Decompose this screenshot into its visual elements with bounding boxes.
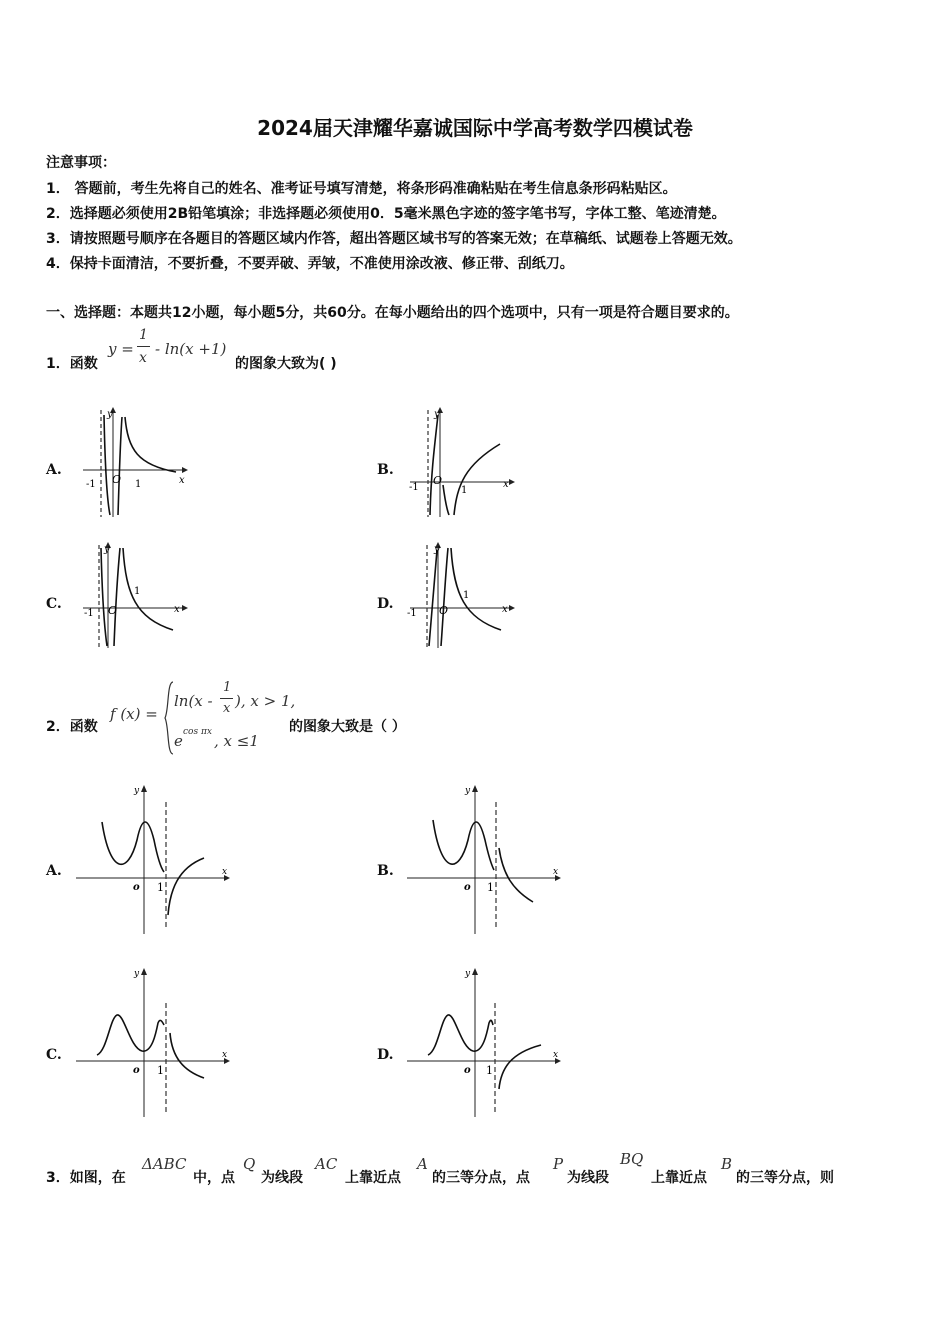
- q2-fx: f (x) =: [110, 705, 158, 723]
- q2b-y-label: y: [465, 786, 471, 796]
- q1b-origin-label: O: [433, 474, 443, 487]
- q1-graph-c: [78, 540, 188, 650]
- q3-point-a: A: [417, 1155, 428, 1173]
- q2d-origin-label: o: [464, 1065, 471, 1076]
- q1c-neg1-label: -1: [84, 608, 94, 619]
- notice-item-1: 1． 答题前，考生先将自己的姓名、准考证号填写清楚，将条形码准确粘贴在考生信息条形码粘贴区。: [46, 181, 677, 197]
- q2-graph-d: [403, 963, 568, 1121]
- q3-number: 3．如图，在: [46, 1170, 126, 1186]
- q2-graph-a: [72, 780, 237, 938]
- q1-graph-b: [405, 405, 515, 520]
- q3-point-p: P: [553, 1155, 564, 1173]
- notice-item-4: 4．保持卡面清洁，不要折叠，不要弄破、弄皱，不准使用涂改液、修正带、刮纸刀。: [46, 256, 574, 272]
- q2b-x-label: x: [553, 867, 559, 877]
- q1d-origin-label: O: [439, 604, 449, 617]
- q2-case1: ln(x -: [174, 692, 213, 710]
- q2c-one-label: 1: [157, 1064, 164, 1077]
- q1a-one-label: 1: [135, 479, 142, 490]
- q3-text-1: 中，点: [193, 1170, 235, 1186]
- page-title: 2024届天津耀华嘉诚国际中学高考数学四模试卷: [257, 116, 693, 140]
- q2a-one-label: 1: [157, 881, 164, 894]
- q1c-x-label: x: [174, 604, 180, 615]
- q2-case1-den: x: [223, 701, 231, 716]
- q3-text-6: 上靠近点: [651, 1170, 707, 1186]
- q1-formula-rest: - ln(x +1): [155, 340, 227, 358]
- q2c-origin-label: o: [133, 1065, 140, 1076]
- q3-text-4: 的三等分点，点: [432, 1170, 530, 1186]
- q1d-one-label: 1: [463, 590, 470, 601]
- q1c-one-label: 1: [134, 586, 141, 597]
- q2-case1-num: 1: [223, 680, 232, 695]
- q1a-x-label: x: [179, 475, 185, 486]
- q1-option-b-label: B.: [377, 462, 394, 478]
- q1-graph-d: [405, 540, 515, 650]
- q2-case1-tail: ), x > 1,: [235, 692, 296, 710]
- q2a-x-label: x: [222, 867, 228, 877]
- q1b-one-label: 1: [461, 485, 468, 496]
- q1-graph-a: [78, 405, 188, 520]
- q3-text-7: 的三等分点，则: [736, 1170, 834, 1186]
- q1a-origin-label: O: [112, 473, 122, 486]
- q2b-one-label: 1: [487, 881, 494, 894]
- q1-formula-numerator: 1: [139, 327, 148, 343]
- q2a-y-label: y: [134, 786, 140, 796]
- q3-triangle: ΔABC: [142, 1155, 187, 1173]
- q2c-x-label: x: [222, 1050, 228, 1060]
- q1c-origin-label: O: [108, 604, 118, 617]
- section-1-heading: 一、选择题：本题共12小题，每小题5分，共60分。在每小题给出的四个选项中，只有一项是符合题目要求的。: [46, 305, 739, 321]
- q1-question-tail: 的图象大致为( ): [235, 356, 337, 372]
- q2d-y-label: y: [465, 969, 471, 979]
- q1-fraction-bar: [137, 346, 150, 347]
- q2-case2-base: e: [174, 732, 183, 750]
- q2-option-c-label: C.: [46, 1047, 62, 1063]
- q1b-x-label: x: [503, 479, 509, 490]
- q3-text-5: 为线段: [567, 1170, 609, 1186]
- q2-case2-exp: cos πx: [183, 727, 212, 737]
- q3-segment-ac: AC: [315, 1155, 338, 1173]
- q1-option-a-label: A.: [46, 462, 62, 478]
- q2-option-d-label: D.: [377, 1047, 394, 1063]
- q2-graph-b: [403, 780, 568, 938]
- q2-graph-c: [72, 963, 237, 1121]
- q2a-origin-label: o: [133, 882, 140, 893]
- q2d-x-label: x: [553, 1050, 559, 1060]
- q1-number: 1．函数: [46, 356, 98, 372]
- q3-text-3: 上靠近点: [345, 1170, 401, 1186]
- q1c-y-label: y: [104, 544, 110, 555]
- q1b-neg1-label: -1: [409, 482, 419, 493]
- q2-number: 2．函数: [46, 719, 98, 735]
- q2-case2-tail: , x ≤1: [214, 732, 259, 750]
- q3-point-q: Q: [243, 1155, 256, 1173]
- q3-segment-bq: BQ: [620, 1150, 644, 1168]
- q2c-y-label: y: [134, 969, 140, 979]
- q3-text-2: 为线段: [261, 1170, 303, 1186]
- q1-formula-denominator: x: [139, 350, 147, 366]
- q1a-neg1-label: -1: [86, 479, 96, 490]
- notice-item-2: 2．选择题必须使用2B铅笔填涂；非选择题必须使用0．5毫米黑色字迹的签字笔书写，字体工整、笔迹清楚。: [46, 206, 726, 222]
- q2-option-a-label: A.: [46, 863, 62, 879]
- notice-item-3: 3．请按照题号顺序在各题目的答题区域内作答，超出答题区域书写的答案无效；在草稿纸、试题卷上答题无效。: [46, 231, 742, 247]
- q2d-one-label: 1: [486, 1064, 493, 1077]
- q1d-x-label: x: [502, 604, 508, 615]
- q1d-neg1-label: -1: [407, 608, 417, 619]
- q1a-y-label: y: [107, 409, 113, 420]
- q1-formula-lhs: y =: [108, 340, 134, 358]
- notice-heading: 注意事项：: [46, 155, 116, 171]
- q1-option-c-label: C.: [46, 596, 62, 612]
- q1-option-d-label: D.: [377, 596, 394, 612]
- q2-case1-fraction-bar: [220, 698, 233, 699]
- q2-question-tail: 的图象大致是（ ）: [289, 719, 406, 735]
- q1b-y-label: y: [434, 409, 440, 420]
- q1d-y-label: y: [434, 544, 440, 555]
- q3-point-b: B: [721, 1155, 733, 1173]
- q2-option-b-label: B.: [377, 863, 394, 879]
- q2b-origin-label: o: [464, 882, 471, 893]
